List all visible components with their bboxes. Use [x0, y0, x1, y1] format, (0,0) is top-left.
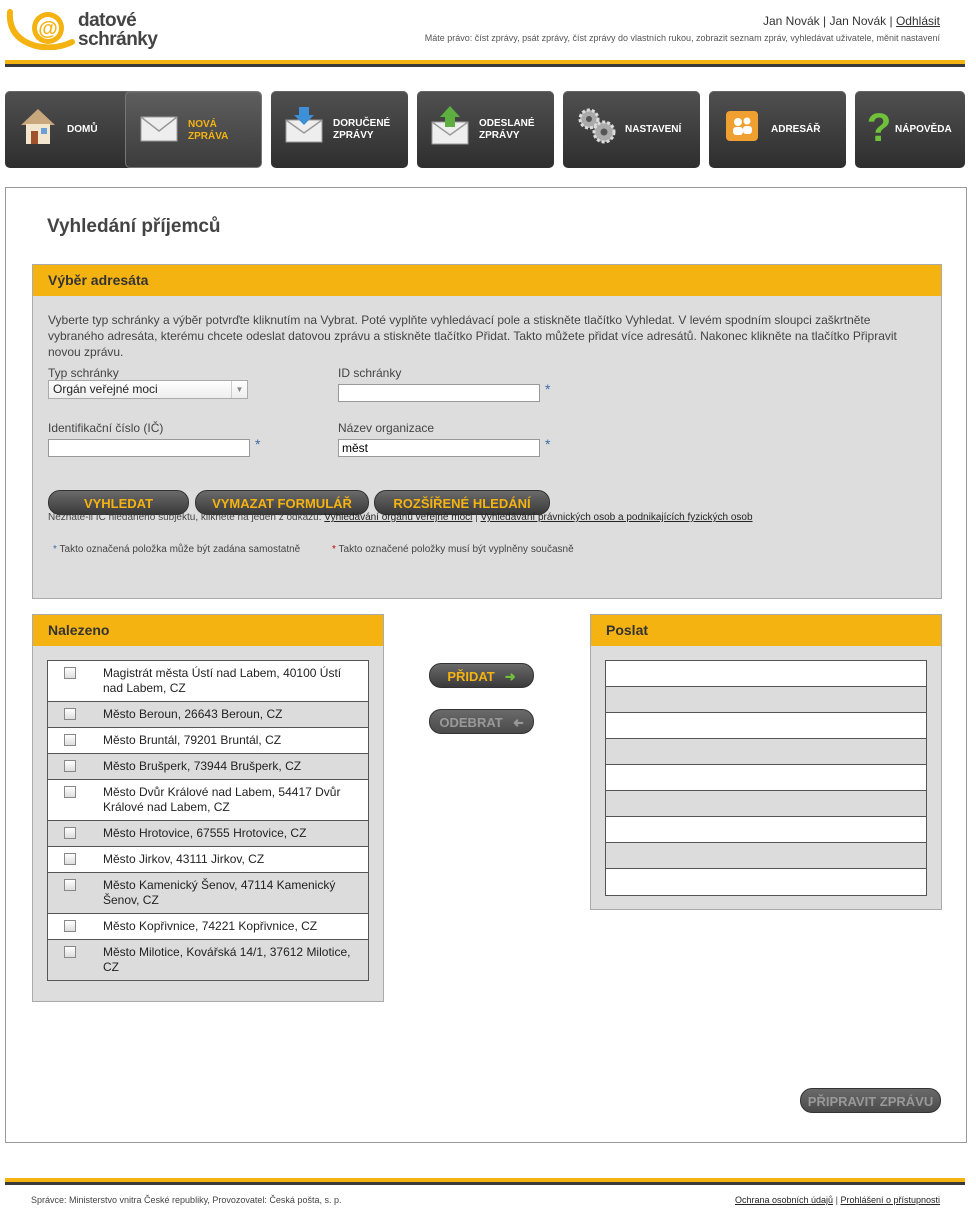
- house-icon: [17, 105, 59, 147]
- send-row[interactable]: [606, 791, 926, 817]
- send-row[interactable]: [606, 817, 926, 843]
- logo-line1: datové: [78, 10, 137, 31]
- footer-operator-text: Správce: Ministerstvo vnitra České republiky, Provozovatel: Česká pošta, s. p.: [31, 1195, 342, 1205]
- send-heading: Poslat: [591, 615, 941, 646]
- account-name: Jan Novák: [829, 14, 887, 28]
- ic-hint-text: Neznáte-li IČ hledaného subjektu, klikněte na jeden z odkazů:: [48, 512, 322, 523]
- box-type-select[interactable]: [48, 380, 248, 399]
- send-row[interactable]: [606, 713, 926, 739]
- found-row-label: Město Hrotovice, 67555 Hrotovice, CZ: [103, 826, 307, 840]
- nav-inbox[interactable]: [271, 91, 408, 168]
- chevron-down-icon: ▼: [231, 381, 247, 398]
- nav-address-book[interactable]: [709, 91, 846, 168]
- found-row-label: Město Dvůr Králové nad Labem, 54417 Dvůr Králové nad Labem, CZ: [103, 785, 341, 814]
- row-checkbox[interactable]: [64, 667, 76, 679]
- main-panel: [5, 187, 967, 1143]
- found-row[interactable]: [48, 702, 368, 728]
- inbox-envelope-icon: [283, 105, 325, 147]
- add-button[interactable]: [429, 663, 534, 688]
- send-row[interactable]: [606, 739, 926, 765]
- clear-form-button[interactable]: VYMAZAT FORMULÁŘ: [195, 490, 369, 515]
- sent-envelope-icon: [429, 105, 471, 147]
- found-box: [32, 614, 384, 1002]
- gears-icon: [575, 105, 617, 147]
- nav-new-message-label: NOVÁ ZPRÁVA: [188, 118, 229, 142]
- link-separator: |: [475, 512, 478, 523]
- arrow-right-icon: ➜: [504, 669, 516, 684]
- logout-link[interactable]: Odhlásit: [895, 14, 940, 28]
- legal-persons-search-link[interactable]: Vyhledávání právnických osob a podnikajících fyzických osob: [480, 512, 753, 523]
- found-row[interactable]: [48, 754, 368, 780]
- row-checkbox[interactable]: [64, 853, 76, 865]
- found-row-label: Město Bruntál, 79201 Bruntál, CZ: [103, 733, 282, 747]
- page-title: Vyhledání příjemců: [47, 216, 221, 237]
- found-row[interactable]: [48, 940, 368, 980]
- box-id-label: ID schránky: [338, 366, 402, 380]
- found-row[interactable]: [48, 873, 368, 914]
- send-row[interactable]: [606, 661, 926, 687]
- send-row[interactable]: [606, 687, 926, 713]
- found-row-label: Město Kopřivnice, 74221 Kopřivnice, CZ: [103, 919, 318, 933]
- envelope-icon: [138, 106, 180, 148]
- nav-inbox-label: DORUČENÉ ZPRÁVY: [333, 117, 391, 141]
- at-sign-logo-icon: [6, 8, 76, 50]
- nav-settings-label: NASTAVENÍ: [625, 123, 682, 135]
- footer-divider: [5, 1178, 965, 1185]
- found-row-label: Město Kamenický Šenov, 47114 Kamenický Šenov, CZ: [103, 878, 336, 907]
- red-star-icon: *: [332, 544, 336, 555]
- nav-sent[interactable]: [417, 91, 554, 168]
- ic-label: Identifikační číslo (IČ): [48, 421, 164, 435]
- found-row-label: Město Milotice, Kovářská 14/1, 37612 Milotice, CZ: [103, 945, 351, 974]
- footer-links: [735, 1195, 940, 1205]
- nav-help[interactable]: [855, 91, 965, 168]
- public-authorities-search-link[interactable]: Vyhledávání orgánů veřejné moci: [324, 512, 473, 523]
- found-row[interactable]: [48, 728, 368, 754]
- row-checkbox[interactable]: [64, 786, 76, 798]
- single-field-star-icon: *: [255, 436, 261, 452]
- legend-blue-text: Takto označená položka může být zadána samostatně: [59, 544, 301, 555]
- main-nav: [5, 91, 965, 169]
- send-row[interactable]: [606, 765, 926, 791]
- found-row-label: Magistrát města Ústí nad Labem, 40100 Ústí nad Labem, CZ: [103, 666, 342, 695]
- accessibility-link[interactable]: Prohlášení o přístupnosti: [840, 1195, 940, 1205]
- nav-help-label: NÁPOVĚDA: [895, 123, 952, 135]
- found-heading: Nalezeno: [33, 615, 383, 646]
- advanced-search-button[interactable]: ROZŠÍŘENÉ HLEDÁNÍ: [374, 490, 550, 515]
- recipient-selection-box: [32, 264, 942, 599]
- found-row-label: Město Brušperk, 73944 Brušperk, CZ: [103, 759, 302, 773]
- add-button-label: PŘIDAT: [447, 669, 495, 684]
- row-checkbox[interactable]: [64, 734, 76, 746]
- nav-settings[interactable]: [563, 91, 700, 168]
- found-row-label: Město Jirkov, 43111 Jirkov, CZ: [103, 852, 265, 866]
- nav-home-label: DOMŮ: [67, 123, 98, 135]
- org-name-label: Název organizace: [338, 421, 435, 435]
- single-field-star-icon: *: [545, 381, 551, 397]
- row-checkbox[interactable]: [64, 879, 76, 891]
- rights-text: Máte právo: číst zprávy, psát zprávy, číst zprávy do vlastních rukou, zobrazit seznam zpráv, vyhledávat uživatele, měnit nastavení: [424, 33, 940, 43]
- ic-input[interactable]: [48, 439, 250, 457]
- ic-hint: [48, 512, 753, 523]
- blue-star-icon: *: [53, 544, 57, 555]
- send-row[interactable]: [606, 869, 926, 895]
- nav-sent-label: ODESLANÉ ZPRÁVY: [479, 117, 535, 141]
- logo-text: [78, 11, 157, 49]
- instructions-text: Vyberte typ schránky a výběr potvrďte kliknutím na Vybrat. Poté vyplňte vyhledávací pole a stiskněte tlačítko Vyhledat. V levém spodním sloupci zaškrtněte vybraného adresáta, kterému chcete odeslat datovou zprávu a stiskněte tlačítko Přidat. Takto můžete přidat více adresátů. Nakonec klikněte na tlačítko Připravit novou zprávu.: [48, 313, 897, 359]
- search-button[interactable]: VYHLEDAT: [48, 490, 189, 515]
- nav-address-book-label: ADRESÁŘ: [771, 123, 821, 135]
- footer-separator: |: [835, 1195, 838, 1205]
- header-divider: [5, 60, 965, 67]
- send-list: [605, 660, 927, 896]
- nav-new-message[interactable]: [125, 91, 262, 168]
- found-row[interactable]: [48, 847, 368, 873]
- logo[interactable]: [6, 8, 166, 54]
- row-checkbox[interactable]: [64, 760, 76, 772]
- legend-blue: [53, 544, 300, 555]
- box-type-label: Typ schránky: [48, 366, 119, 380]
- legend-red-text: Takto označené položky musí být vyplněny současně: [338, 544, 574, 555]
- row-checkbox[interactable]: [64, 708, 76, 720]
- found-row[interactable]: [48, 914, 368, 940]
- address-book-icon: [721, 105, 763, 147]
- row-checkbox[interactable]: [64, 920, 76, 932]
- org-name-input[interactable]: měst: [338, 439, 540, 457]
- arrow-left-icon: ➜: [512, 715, 524, 730]
- single-field-star-icon: *: [545, 436, 551, 452]
- found-list: [47, 660, 369, 981]
- user-line: Jan Novák | Jan Novák | Odhlásit: [762, 14, 940, 28]
- prepare-message-button[interactable]: PŘIPRAVIT ZPRÁVU: [800, 1088, 941, 1113]
- remove-button[interactable]: [429, 709, 534, 734]
- user-name: Jan Novák: [762, 14, 820, 28]
- found-row[interactable]: [48, 821, 368, 847]
- row-checkbox[interactable]: [64, 827, 76, 839]
- remove-button-label: ODEBRAT: [439, 715, 503, 730]
- recipient-selection-heading: Výběr adresáta: [33, 265, 941, 296]
- found-row-label: Město Beroun, 26643 Beroun, CZ: [103, 707, 283, 721]
- svg-text:?: ?: [866, 106, 892, 147]
- box-id-input[interactable]: [338, 384, 540, 402]
- box-type-value: Orgán veřejné moci: [53, 382, 158, 396]
- privacy-link[interactable]: Ochrana osobních údajů: [734, 1195, 834, 1205]
- send-box: [590, 614, 942, 910]
- svg-text:@: @: [38, 18, 58, 40]
- header: [0, 0, 976, 68]
- nav-home[interactable]: [5, 91, 142, 168]
- logo-line2: schránky: [78, 29, 158, 50]
- found-row[interactable]: [48, 780, 368, 821]
- found-row[interactable]: [48, 661, 368, 702]
- row-checkbox[interactable]: [64, 946, 76, 958]
- legend-red: [332, 544, 574, 555]
- send-row[interactable]: [606, 843, 926, 869]
